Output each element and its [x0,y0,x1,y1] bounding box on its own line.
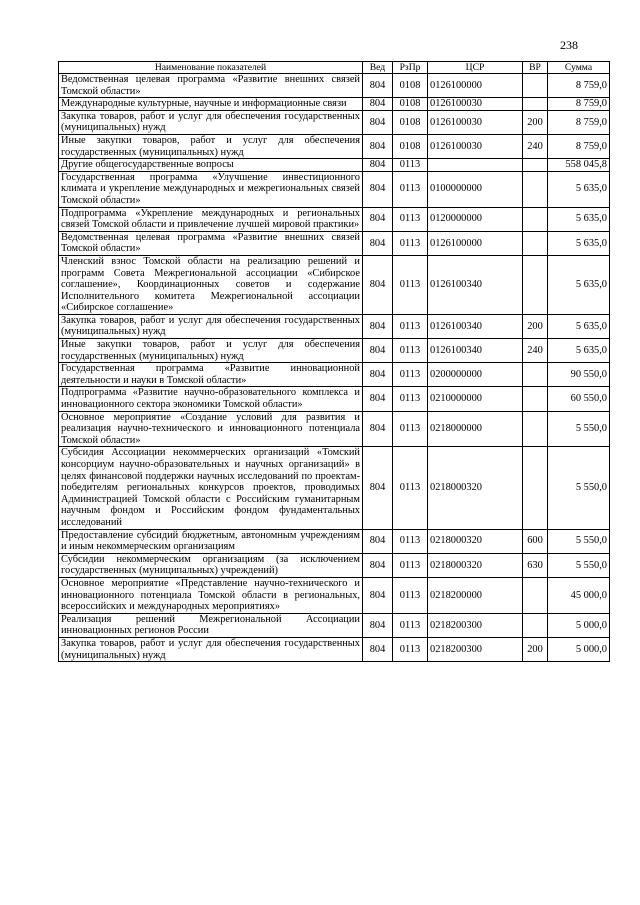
cell-name: Субсидия Ассоциации некоммерческих организаций «Томский консорциум научно-образовательных и научных организаций» в целях финансовой поддержки научных исследований по проектам-победителям региональных конкурсов проектов, проводимых Администрацией Томской области с Российским гуманитарным научным фондом и Российским фондом фундаментальных исследований [59,447,363,529]
budget-table [58,61,610,662]
cell-sum: 8 759,0 [548,134,610,158]
cell-rzpr: 0113 [393,159,428,172]
cell-name: Предоставление субсидий бюджетным, автономным учреждениям и иным некоммерческим организациям [59,529,363,553]
cell-name: Реализация решений Межрегиональной Ассоциации инновационных регионов России [59,613,363,637]
cell-name: Закупка товаров, работ и услуг для обеспечения государственных (муниципальных) нужд [59,314,363,338]
cell-ved: 804 [363,613,393,637]
cell-ved: 804 [363,387,393,411]
cell-csr: 0218000320 [428,447,523,529]
cell-name: Закупка товаров, работ и услуг для обеспечения государственных (муниципальных) нужд [59,637,363,661]
cell-sum: 5 635,0 [548,314,610,338]
table-row [59,110,610,134]
cell-ved: 804 [363,98,393,111]
cell-ved: 804 [363,134,393,158]
cell-csr: 0218200000 [428,577,523,613]
cell-vr [523,207,548,231]
cell-ved: 804 [363,529,393,553]
cell-ved: 804 [363,255,393,314]
cell-ved: 804 [363,207,393,231]
cell-ved: 804 [363,74,393,98]
cell-name: Членский взнос Томской области на реализацию решений и программ Совета Межрегиональной ассоциации «Сибирское соглашение», Координационных советов и содержание Исполнительного комитета Межрегиональной ассоциации «Сибирское соглашение» [59,255,363,314]
cell-vr: 200 [523,314,548,338]
cell-name: Субсидии некоммерческим организациям (за исключением государственных (муниципальных) учреждений) [59,553,363,577]
cell-csr: 0210000000 [428,387,523,411]
cell-csr: 0218000320 [428,529,523,553]
column-header-name: Наименование показателей [59,62,363,74]
cell-vr [523,171,548,207]
cell-sum: 5 635,0 [548,231,610,255]
table-row [59,411,610,447]
cell-sum: 5 635,0 [548,207,610,231]
cell-rzpr: 0113 [393,231,428,255]
cell-vr: 240 [523,339,548,363]
cell-csr: 0218000320 [428,553,523,577]
table-row [59,339,610,363]
cell-rzpr: 0113 [393,529,428,553]
cell-vr [523,577,548,613]
cell-rzpr: 0113 [393,314,428,338]
cell-name: Ведомственная целевая программа «Развитие внешних связей Томской области» [59,231,363,255]
cell-vr [523,387,548,411]
table-row [59,255,610,314]
table-row [59,577,610,613]
cell-sum: 8 759,0 [548,110,610,134]
column-header-sum: Сумма [548,62,610,74]
table-row [59,159,610,172]
table-row [59,231,610,255]
cell-rzpr: 0113 [393,171,428,207]
cell-ved: 804 [363,159,393,172]
cell-vr: 600 [523,529,548,553]
table-row [59,74,610,98]
table-row [59,171,610,207]
table-body [59,74,610,662]
cell-name: Основное мероприятие «Представление научно-технического и инновационного потенциала Томской области в региональных, всероссийских и международных мероприятиях» [59,577,363,613]
cell-rzpr: 0108 [393,74,428,98]
cell-ved: 804 [363,577,393,613]
cell-ved: 804 [363,447,393,529]
cell-rzpr: 0108 [393,98,428,111]
cell-name: Закупка товаров, работ и услуг для обеспечения государственных (муниципальных) нужд [59,110,363,134]
cell-csr: 0126100000 [428,231,523,255]
cell-rzpr: 0108 [393,110,428,134]
cell-ved: 804 [363,363,393,387]
cell-rzpr: 0113 [393,447,428,529]
cell-ved: 804 [363,110,393,134]
cell-rzpr: 0108 [393,134,428,158]
cell-sum: 5 635,0 [548,171,610,207]
cell-csr: 0218200300 [428,613,523,637]
table-row [59,98,610,111]
cell-csr: 0126100030 [428,110,523,134]
cell-csr [428,159,523,172]
table-row [59,529,610,553]
cell-ved: 804 [363,314,393,338]
cell-vr: 240 [523,134,548,158]
cell-vr [523,613,548,637]
cell-ved: 804 [363,171,393,207]
cell-csr: 0126100030 [428,98,523,111]
table-row [59,447,610,529]
cell-vr [523,255,548,314]
cell-name: Иные закупки товаров, работ и услуг для обеспечения государственных (муниципальных) нужд [59,339,363,363]
column-header-ved: Вед [363,62,393,74]
cell-vr [523,159,548,172]
cell-csr: 0126100340 [428,314,523,338]
cell-name: Иные закупки товаров, работ и услуг для обеспечения государственных (муниципальных) нужд [59,134,363,158]
cell-rzpr: 0113 [393,613,428,637]
cell-rzpr: 0113 [393,577,428,613]
cell-name: Государственная программа «Развитие инновационной деятельности и науки в Томской области» [59,363,363,387]
cell-sum: 60 550,0 [548,387,610,411]
cell-sum: 5 550,0 [548,553,610,577]
table-row [59,134,610,158]
cell-vr [523,98,548,111]
cell-sum: 5 000,0 [548,613,610,637]
cell-sum: 5 550,0 [548,529,610,553]
cell-name: Государственная программа «Улучшение инвестиционного климата и укрепление международных и межрегиональных связей Томской области» [59,171,363,207]
cell-csr: 0126100000 [428,74,523,98]
cell-sum: 5 635,0 [548,255,610,314]
cell-vr [523,363,548,387]
cell-vr: 630 [523,553,548,577]
cell-name: Международные культурные, научные и информационные связи [59,98,363,111]
cell-csr: 0218200300 [428,637,523,661]
page-number: 238 [560,38,578,52]
cell-sum: 45 000,0 [548,577,610,613]
cell-rzpr: 0113 [393,255,428,314]
cell-csr: 0120000000 [428,207,523,231]
table-header-row [59,62,610,74]
cell-name: Другие общегосударственные вопросы [59,159,363,172]
cell-rzpr: 0113 [393,637,428,661]
cell-sum: 90 550,0 [548,363,610,387]
cell-sum: 5 550,0 [548,447,610,529]
cell-vr [523,231,548,255]
cell-csr: 0218000000 [428,411,523,447]
cell-rzpr: 0113 [393,207,428,231]
table-row [59,613,610,637]
cell-csr: 0126100030 [428,134,523,158]
cell-rzpr: 0113 [393,363,428,387]
cell-sum: 8 759,0 [548,74,610,98]
cell-name: Подпрограмма «Развитие научно-образовательного комплекса и инновационного сектора экономики Томской области» [59,387,363,411]
cell-rzpr: 0113 [393,339,428,363]
cell-ved: 804 [363,637,393,661]
table-row [59,387,610,411]
table-row [59,637,610,661]
cell-vr [523,74,548,98]
cell-name: Основное мероприятие «Создание условий для развития и реализация научно-технического и инновационного потенциала Томской области» [59,411,363,447]
cell-rzpr: 0113 [393,411,428,447]
table-row [59,363,610,387]
cell-vr [523,447,548,529]
cell-csr: 0126100340 [428,255,523,314]
cell-rzpr: 0113 [393,387,428,411]
cell-ved: 804 [363,411,393,447]
column-header-vr: ВР [523,62,548,74]
cell-vr [523,411,548,447]
column-header-csr: ЦСР [428,62,523,74]
cell-vr: 200 [523,110,548,134]
cell-ved: 804 [363,231,393,255]
cell-sum: 558 045,8 [548,159,610,172]
cell-sum: 5 000,0 [548,637,610,661]
column-header-rzpr: РзПр [393,62,428,74]
table-row [59,314,610,338]
table-row [59,553,610,577]
cell-csr: 0126100340 [428,339,523,363]
cell-ved: 804 [363,553,393,577]
cell-sum: 5 550,0 [548,411,610,447]
cell-name: Подпрограмма «Укрепление международных и региональных связей Томской области и привлечение лучшей мировой практики» [59,207,363,231]
table-row [59,207,610,231]
cell-rzpr: 0113 [393,553,428,577]
cell-name: Ведомственная целевая программа «Развитие внешних связей Томской области» [59,74,363,98]
cell-vr: 200 [523,637,548,661]
cell-ved: 804 [363,339,393,363]
cell-csr: 0200000000 [428,363,523,387]
cell-csr: 0100000000 [428,171,523,207]
cell-sum: 5 635,0 [548,339,610,363]
cell-sum: 8 759,0 [548,98,610,111]
